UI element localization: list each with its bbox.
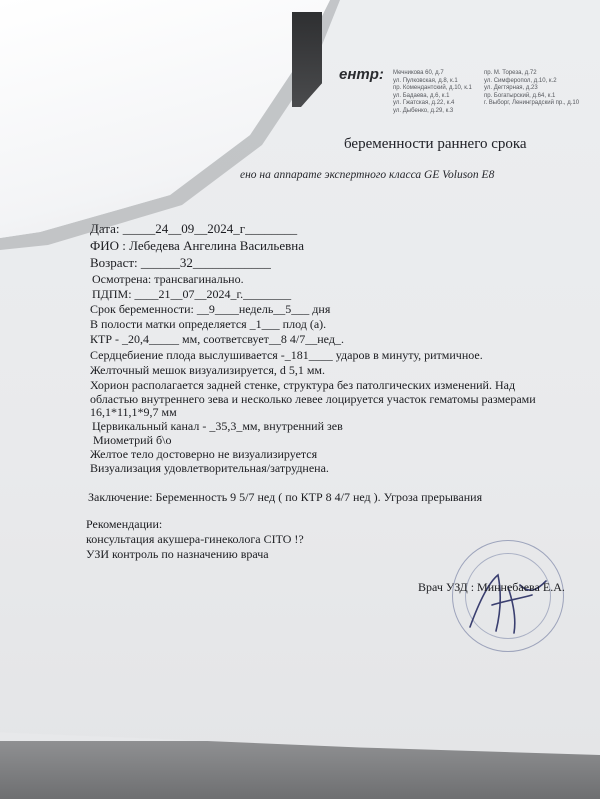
document-title: беременности раннего срока: [344, 136, 527, 152]
cervix-line: Цервикальный канал - _35,3_мм, внутренний зев: [92, 419, 343, 433]
ktr-line: КТР - _20,4_____ мм, соответсвует__8 4/7__нед_.: [90, 332, 344, 346]
fio-line: ФИО : Лебедева Ангелина Васильевна: [90, 238, 304, 253]
recommendation-2: УЗИ контроль по назначению врача: [86, 547, 269, 561]
address-item: ул. Дегтярная, д.23: [484, 85, 538, 92]
address-item: пр. М. Тореза, д.72: [484, 70, 537, 76]
date-line: Дата: _____24__09__2024_г________: [90, 221, 298, 236]
document-subtitle: ено на аппарате экспертного класса GE Voluson E8: [240, 169, 495, 181]
address-item: г. Выборг, Ленинградский пр., д.10: [484, 100, 580, 107]
chorion-line-3: 16,1*11,1*9,7 мм: [90, 405, 177, 419]
chorion-line-2: областью внутреннего зева и несколько левее лоцируется участок гематомы размерами: [90, 392, 536, 406]
addresses-right: [484, 70, 579, 108]
yolk-line: Желточный мешок визуализируется, d 5,1 мм.: [90, 363, 326, 377]
exam-line: Осмотрена: трансвагинально.: [92, 272, 244, 286]
doctor-line: Врач УЗД : Миннебаева Е.А.: [418, 580, 565, 594]
corpus-line: Желтое тело достоверно не визуализируется: [90, 447, 318, 461]
address-item: пр. Богатырский, д.64, к.1: [484, 92, 556, 99]
address-item: ул. Бадаева, д.6, к.1: [393, 92, 450, 99]
heart-line: Сердцебиение плода выслушивается -_181____ ударов в минуту, ритмичное.: [90, 348, 483, 362]
address-item: ул. Симферопол, д.10, к.2: [484, 77, 557, 84]
address-item: ул. Пулковская, д.8, к.1: [393, 77, 458, 84]
cavity-line: В полости матки определяется _1___ плод (а).: [90, 317, 327, 331]
age-line: Возраст: ______32____________: [90, 255, 271, 270]
recommendation-1: консультация акушера-гинеколога CITO !?: [86, 532, 304, 546]
address-item: Мечникова 60, д.7: [393, 70, 444, 76]
term-line: Срок беременности: __9____недель__5___ дня: [90, 302, 331, 316]
chorion-line-1: Хорион располагается задней стенке, структура без патолгических изменений. Над: [90, 378, 516, 392]
signature: [462, 565, 552, 640]
addresses-left: [393, 70, 472, 116]
lmp-line: ПДПМ: ____21__07__2024_г.________: [92, 287, 292, 301]
recommendations-label: Рекомендации:: [86, 517, 163, 531]
address-item: ул. Гжатская, д.22, к.4: [393, 100, 455, 107]
address-item: пр. Комендантский, д.10, к.1: [393, 85, 472, 92]
clinic-name: ентр:: [339, 66, 384, 83]
myometrium-line: Миометрий б\о: [93, 433, 172, 447]
conclusion-line: Заключение: Беременность 9 5/7 нед ( по КТР 8 4/7 нед ). Угроза прерывания: [88, 490, 483, 504]
visualization-line: Визуализация удовлетворительная/затруднена.: [90, 461, 329, 475]
address-item: ул. Дыбенко, д.29, к.3: [393, 107, 454, 114]
